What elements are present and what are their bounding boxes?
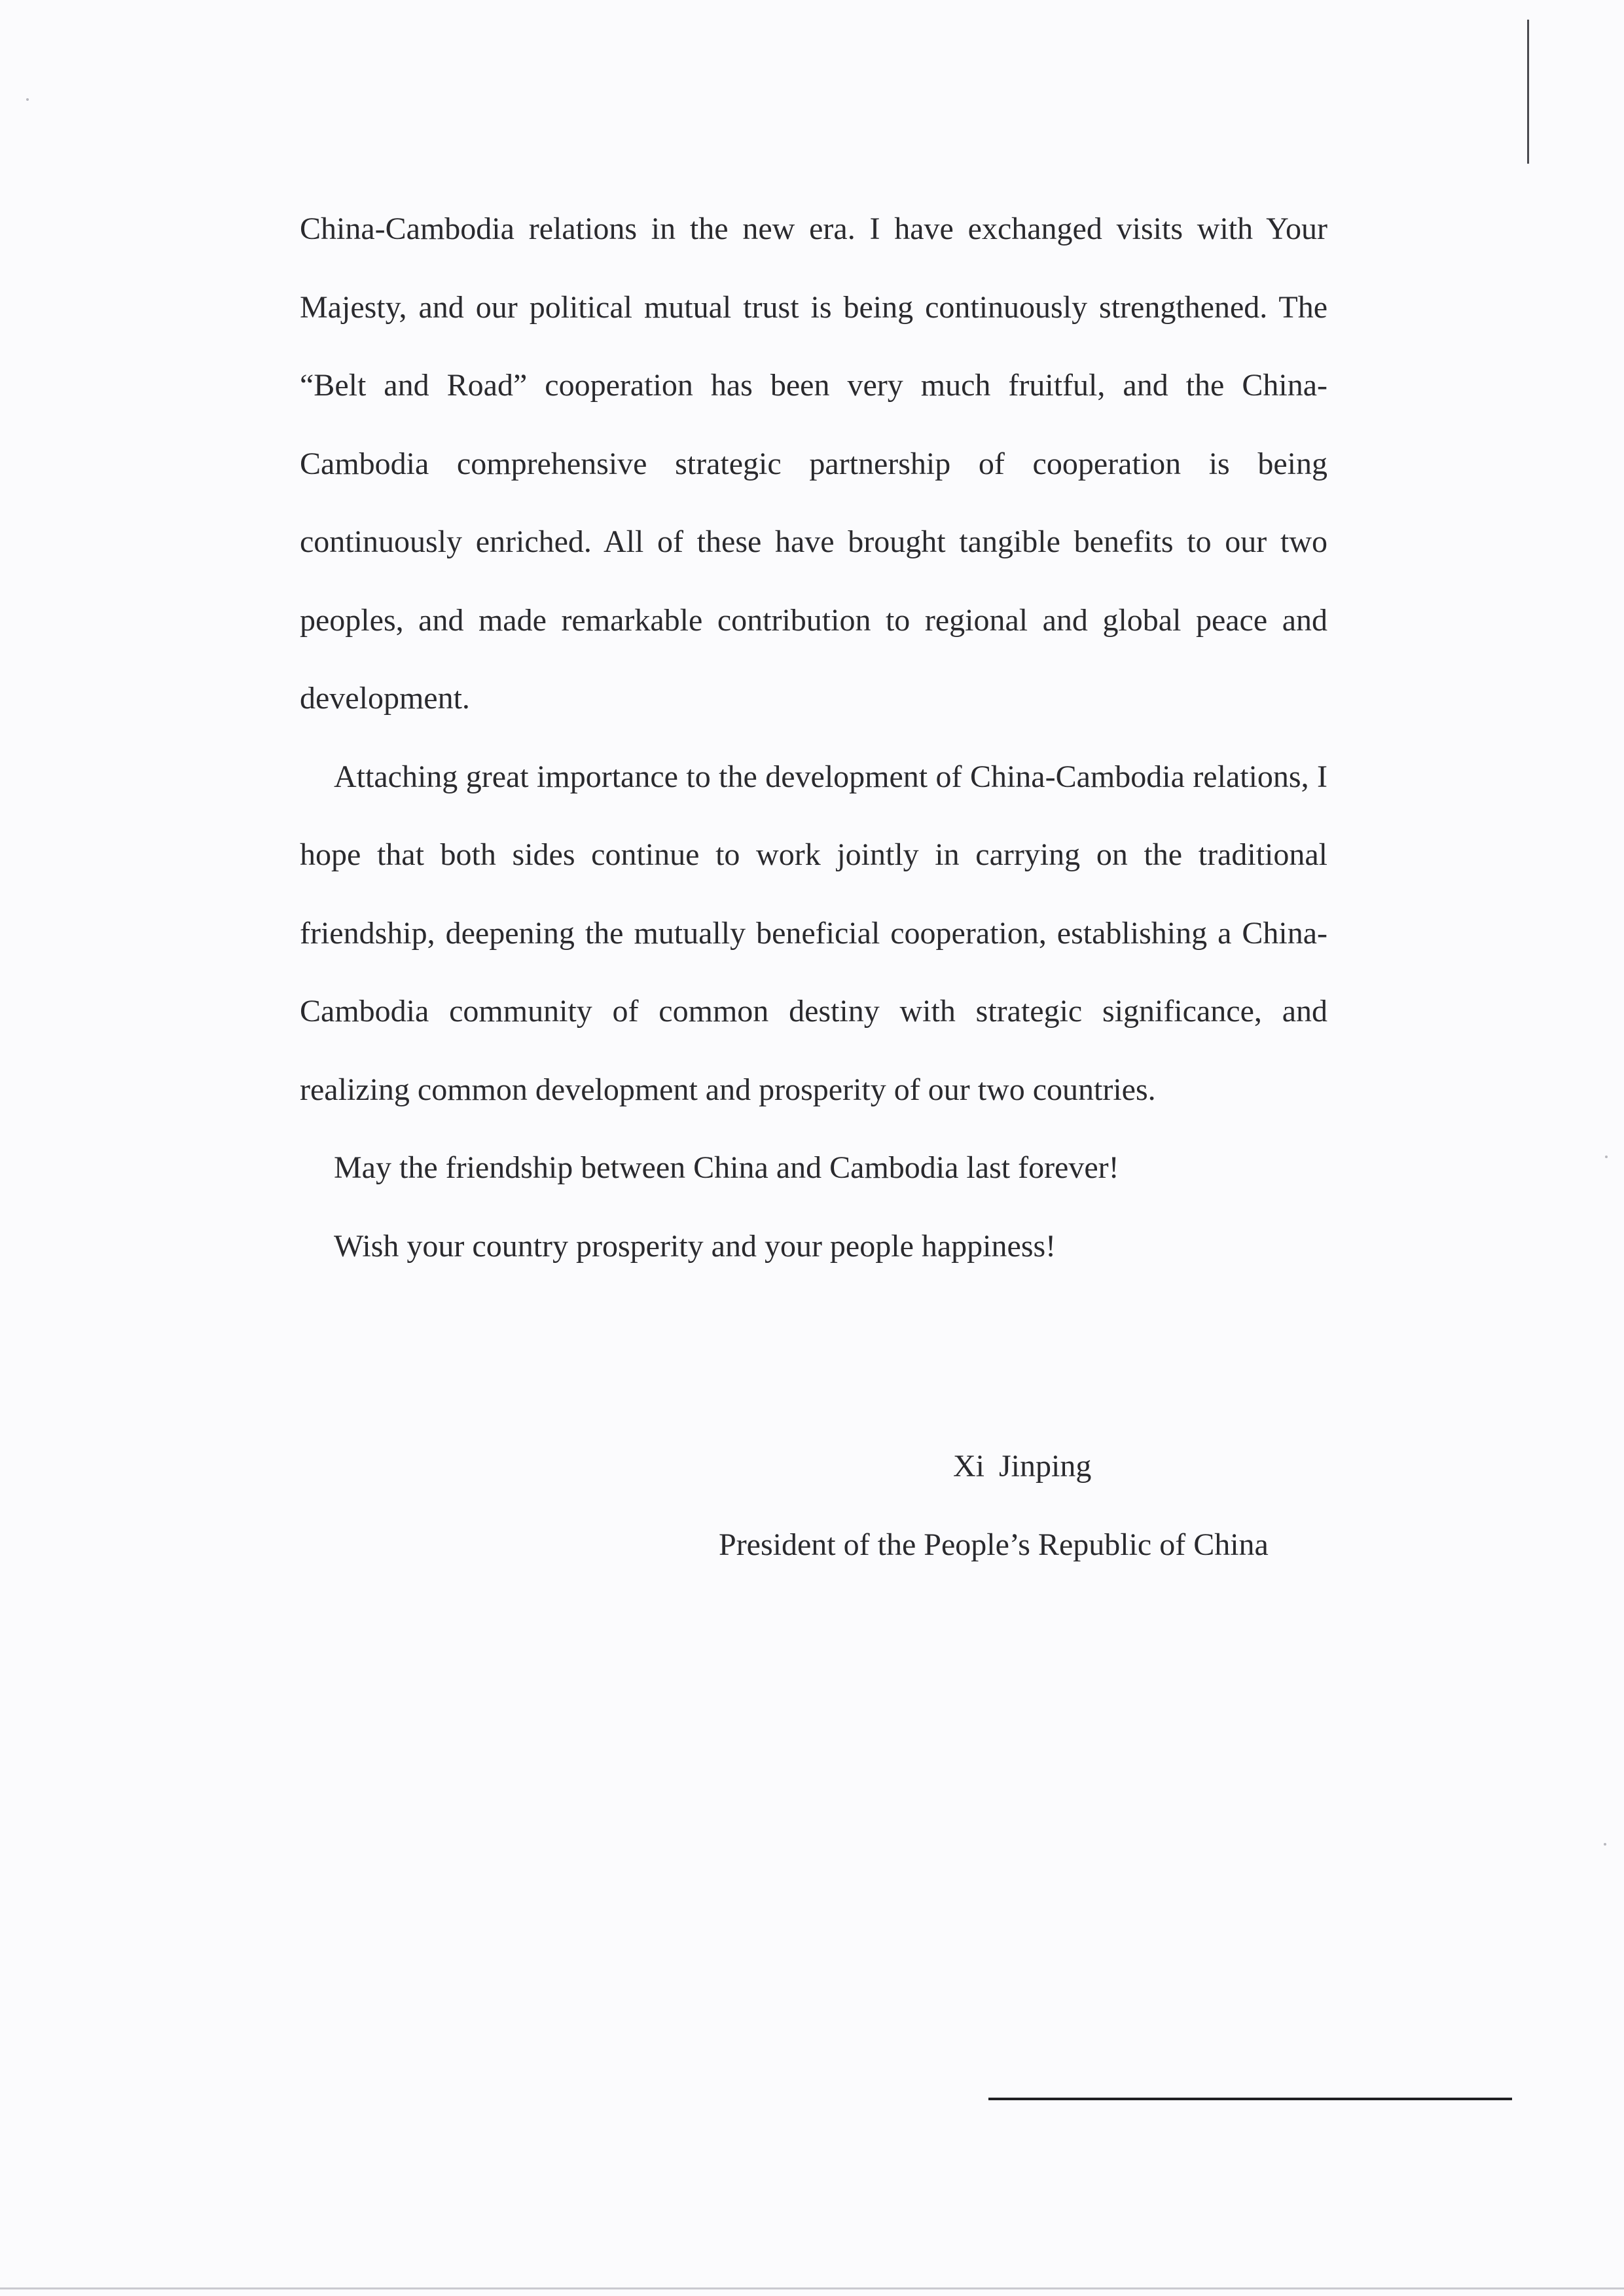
closing-line-prosperity: Wish your country prosperity and your people happiness! [334,1228,1056,1264]
signatory-name: Xi Jinping [953,1449,1092,1484]
scan-bottom-edge [0,2287,1624,2289]
paragraph-relations-overview: China-Cambodia relations in the new era. I have exchanged visits with Your Majesty, and our political mutual trust is being continuously strengthened. The “Belt and Road” cooperation has been very much fruitful, and the China-Cambodia comprehensive strategic partnership of cooperation is being continuously enriched. All of these have brought tangible benefits to our two peoples, and made remarkable contribution to regional and global peace and development. [300,211,1327,716]
scan-speck [1605,1156,1608,1158]
footer-rule [988,2098,1512,2100]
paragraph-hopes-for-cooperation: Attaching great importance to the development of China-Cambodia relations, I hope that both sides continue to work jointly in carrying on the traditional friendship, deepening the mutually beneficial cooperation, establishing a China-Cambodia community of common destiny with strategic significance, and realizing common development and prosperity of our two countries. [300,759,1327,1107]
letter-body [300,190,1327,1285]
scan-speck [26,98,29,101]
scan-edge-mark [1527,20,1529,164]
signatory-title: President of the People’s Republic of China [719,1527,1269,1562]
closing-line-friendship: May the friendship between China and Cambodia last forever! [334,1150,1119,1185]
signature-block [719,1427,1334,1584]
scan-speck [1604,1843,1606,1846]
